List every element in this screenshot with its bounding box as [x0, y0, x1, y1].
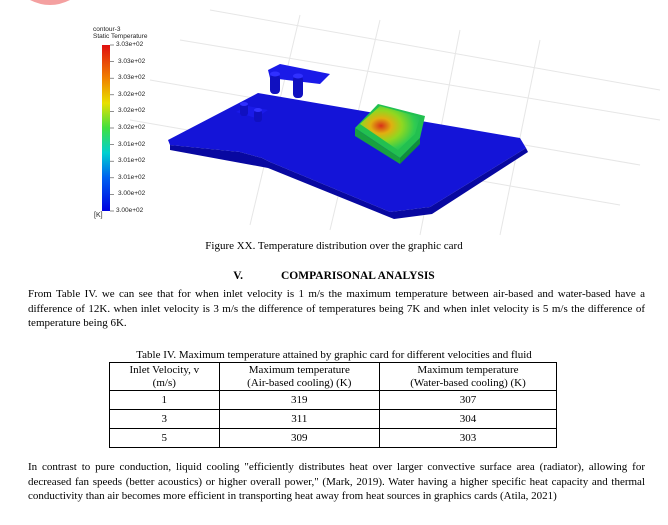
- header-air-cooling: Maximum temperature (Air-based cooling) (K): [219, 363, 379, 391]
- colorbar-tick-label: 3.02e+02: [118, 107, 146, 115]
- colorbar-tick-label: 3.02e+02: [118, 124, 146, 131]
- cell-air: 319: [219, 391, 379, 410]
- paragraph-comparison: From Table IV. we can see that for when inlet velocity is 1 m/s the maximum temperature between air-based and water-based have a difference of 12K. when inlet velocity is 3 m/s the difference of temperatures being 7K and when inlet velocity is 5 m/s the difference of temperature being 6K.: [28, 288, 645, 329]
- header-water-cooling: Maximum temperature (Water-based cooling) (K): [379, 363, 556, 391]
- cell-water: 307: [379, 391, 556, 410]
- legend-title: [93, 26, 147, 40]
- colorbar-tick-label: 3.03e+02: [116, 41, 144, 48]
- colorbar-unit: [K]: [94, 212, 103, 219]
- legend-title-line-1: contour-3: [93, 26, 121, 33]
- graphics-card-board: [168, 64, 528, 219]
- cell-velocity: 5: [110, 429, 220, 448]
- figure-caption: Figure XX. Temperature distribution over the graphic card: [205, 240, 463, 252]
- table-header-row: [110, 363, 557, 391]
- cell-velocity: 3: [110, 410, 220, 429]
- colorbar-ticks: [110, 45, 114, 211]
- cell-velocity: 1: [110, 391, 220, 410]
- logo-fragment: [30, 0, 70, 5]
- table-caption: Table IV. Maximum temperature attained by graphic card for different velocities and fluid: [136, 349, 532, 361]
- colorbar-tick-label: 3.03e+02: [118, 57, 146, 65]
- table-row: [110, 410, 557, 429]
- header-inlet-velocity: Inlet Velocity, v (m/s): [110, 363, 220, 391]
- results-table: [109, 362, 557, 448]
- colorbar-tick-label: 3.03e+02: [118, 74, 146, 82]
- paragraph-liquid-cooling: In contrast to pure conduction, liquid cooling "efficiently distributes heat over larger convective surface area (radiator), allowing for decreased fan speeds (better acoustics) or higher overall power," (Mark, 2019). Water having a higher specific heat capacity and thermal conductivity than air becomes more efficient in transporting heat away from heat sources in graphics cards (Atila, 2021): [28, 461, 645, 502]
- colorbar-tick-label: 3.01e+02: [118, 173, 146, 181]
- colorbar-tick-label: 3.00e+02: [116, 207, 144, 214]
- table-row: [110, 429, 557, 448]
- colorbar-tick-label: 3.02e+02: [118, 90, 146, 98]
- legend-title-line-2: Static Temperature: [93, 33, 148, 40]
- colorbar-tick-label: 3.01e+02: [118, 157, 146, 165]
- section-heading: [0, 270, 668, 282]
- table-row: [110, 391, 557, 410]
- section-number: V.: [233, 270, 243, 282]
- cell-air: 311: [219, 410, 379, 429]
- temperature-figure: [0, 0, 668, 240]
- colorbar: [102, 45, 110, 211]
- colorbar-tick-label: 3.00e+02: [118, 190, 146, 198]
- cell-water: 304: [379, 410, 556, 429]
- cell-air: 309: [219, 429, 379, 448]
- cell-water: 303: [379, 429, 556, 448]
- section-title: COMPARISONAL ANALYSIS: [281, 270, 435, 282]
- colorbar-tick-label: 3.01e+02: [118, 140, 146, 148]
